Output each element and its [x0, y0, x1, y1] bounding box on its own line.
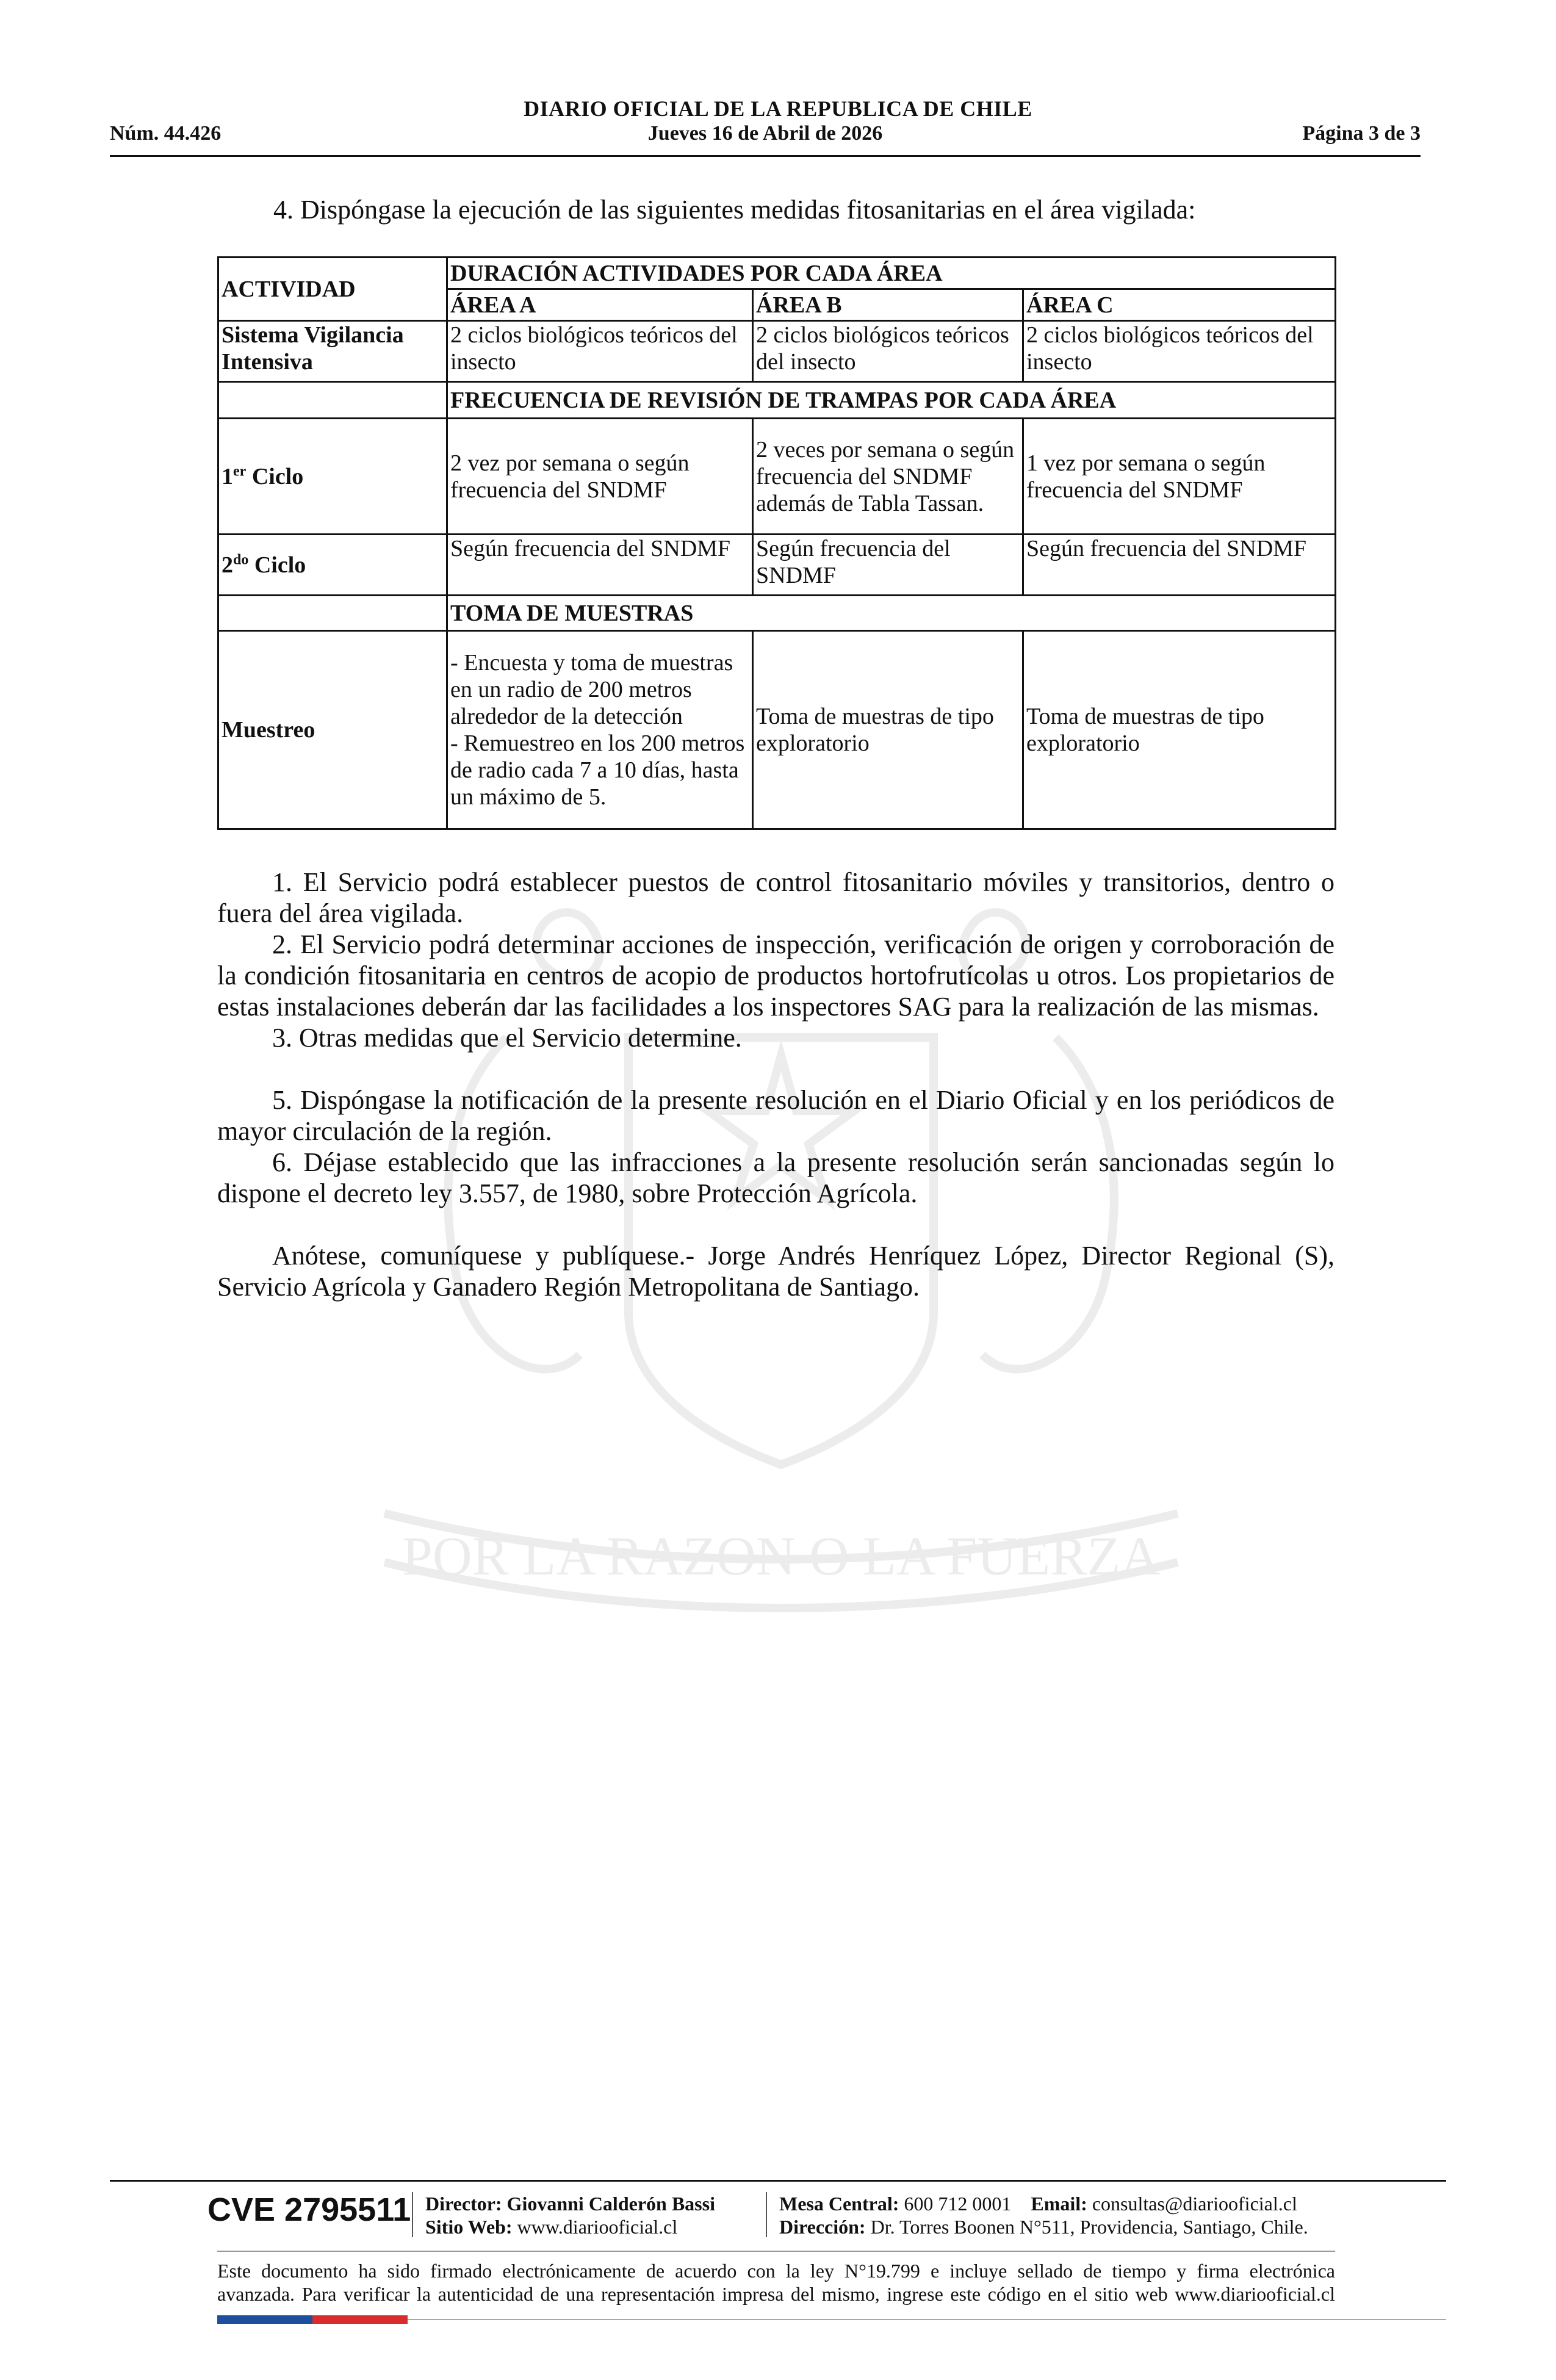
header-actividad: ACTIVIDAD [218, 258, 447, 321]
director-label: Director: [425, 2193, 502, 2215]
muestreo-a-item-2: - Remuestreo en los 200 metros de radio cada 7 a 10 días, hasta un máximo de 5. [450, 730, 745, 810]
empty-cell [218, 596, 447, 631]
cell-ciclo2-area-c: Según frecuencia del SNDMF [1023, 535, 1336, 596]
mesa-value: 600 712 0001 [904, 2193, 1012, 2215]
direccion-value: Dr. Torres Boonen N°511, Providencia, Santiago, Chile. [870, 2216, 1308, 2238]
cell-ciclo1-area-a: 2 vez por semana o según frecuencia del SNDMF [447, 419, 753, 535]
cell-svi-area-a: 2 ciclos biológicos teóricos del insecto [447, 321, 753, 382]
paragraph-1: 1. El Servicio podrá establecer puestos de control fitosanitario móviles y transitorios, dentro o fuera del área vigilada. [217, 867, 1334, 928]
newspaper-title: DIARIO OFICIAL DE LA REPUBLICA DE CHILE [524, 96, 1032, 121]
header-row [110, 122, 1421, 150]
legal-notice [217, 2259, 1335, 2306]
cell-ciclo1-area-b: 2 veces por semana o según frecuencia del SNDMF además de Tabla Tassan. [753, 419, 1023, 535]
email-label: Email: [1031, 2193, 1087, 2215]
page-indicator: Página 3 de 3 [1302, 122, 1421, 145]
cell-ciclo2-area-b: Según frecuencia del SNDMF [753, 535, 1023, 596]
header-frecuencia: FRECUENCIA DE REVISIÓN DE TRAMPAS POR CADA ÁREA [447, 382, 1336, 419]
issue-number: Núm. 44.426 [110, 122, 222, 145]
measures-intro: 4. Dispóngase la ejecución de las siguientes medidas fitosanitarias en el área vigilada: [273, 195, 1196, 225]
flag-red-segment [312, 2315, 408, 2324]
direccion-label: Dirección: [779, 2216, 866, 2238]
site-label: Sitio Web: [425, 2216, 513, 2238]
cell-muestreo-area-b: Toma de muestras de tipo exploratorio [753, 631, 1023, 829]
cell-muestreo-area-a [447, 631, 753, 829]
legal-line-2: avanzada. Para verificar la autenticidad de una representación impresa del mismo, ingrese este código en el sitio web www.diariooficial.cl [217, 2283, 1335, 2305]
muestreo-a-item-1: - Encuesta y toma de muestras en un radio de 200 metros alrededor de la detección [450, 650, 733, 729]
cell-ciclo2-area-a: Según frecuencia del SNDMF [447, 535, 753, 596]
empty-cell [218, 382, 447, 419]
header-area-a: ÁREA A [447, 289, 753, 321]
paragraph-3: 3. Otras medidas que el Servicio determine. [272, 1023, 742, 1053]
header-toma-muestras: TOMA DE MUESTRAS [447, 596, 1336, 631]
row-label-sistema-vigilancia: Sistema Vigilancia Intensiva [218, 321, 447, 382]
site-link[interactable]: www.diariooficial.cl [517, 2216, 678, 2238]
cell-svi-area-b: 2 ciclos biológicos teóricos del insecto [753, 321, 1023, 382]
paragraph-6: 6. Déjase establecido que las infracciones a la presente resolución serán sancionadas según lo dispone el decreto ley 3.557, de 1980, sobre Protección Agrícola. [217, 1147, 1334, 1208]
paragraph-2: 2. El Servicio podrá determinar acciones de inspección, verificación de origen y corroboración de la condición fitosanitaria en centros de acopio de productos hortofrutícolas u otros. Los propietarios de estas instalaciones deberán dar las facilidades a los inspectores SAG para la realización de las mismas. [217, 929, 1334, 1022]
phytosanitary-measures-table [217, 256, 1336, 830]
email-link[interactable]: consultas@diariooficial.cl [1092, 2193, 1297, 2215]
footer-bottom-rule [408, 2319, 1446, 2320]
cell-svi-area-c: 2 ciclos biológicos teóricos del insecto [1023, 321, 1336, 382]
closing-signature: Anótese, comuníquese y publíquese.- Jorge Andrés Henríquez López, Director Regional (S), Servicio Agrícola y Ganadero Región Metropolitana de Santiago. [217, 1241, 1334, 1302]
resolution-body [217, 867, 1334, 1302]
footer-director-block [425, 2192, 715, 2238]
cell-ciclo1-area-c: 1 vez por semana o según frecuencia del SNDMF [1023, 419, 1336, 535]
footer-separator [766, 2192, 767, 2237]
legal-line-1: Este documento ha sido firmado electrónicamente de acuerdo con la ley N°19.799 e incluye sellado de tiempo y firma electrónica [217, 2260, 1335, 2282]
row-label-ciclo-1: 1er Ciclo [218, 419, 447, 535]
director-name: Giovanni Calderón Bassi [506, 2193, 715, 2215]
flag-stripe [217, 2315, 408, 2324]
mesa-label: Mesa Central: [779, 2193, 899, 2215]
header-divider [110, 155, 1421, 157]
footer-divider-thin [217, 2251, 1335, 2252]
header-area-c: ÁREA C [1023, 289, 1336, 321]
watermark-motto: POR LA RAZON O LA FUERZA [402, 1526, 1161, 1587]
cell-muestreo-area-c: Toma de muestras de tipo exploratorio [1023, 631, 1336, 829]
header-duracion: DURACIÓN ACTIVIDADES POR CADA ÁREA [447, 258, 1336, 289]
row-label-ciclo-2: $2^{do}$ Ciclo [218, 535, 447, 596]
flag-blue-segment [217, 2315, 312, 2324]
footer-contact-block [779, 2192, 1308, 2238]
header-area-b: ÁREA B [753, 289, 1023, 321]
cve-code: CVE 2795511 [207, 2191, 411, 2228]
row-label-muestreo: Muestreo [218, 631, 447, 829]
footer-divider [110, 2180, 1446, 2182]
footer-separator [412, 2192, 413, 2237]
paragraph-5: 5. Dispóngase la notificación de la presente resolución en el Diario Oficial y en los periódicos de mayor circulación de la región. [217, 1085, 1334, 1146]
issue-date: Jueves 16 de Abril de 2026 [647, 122, 883, 145]
